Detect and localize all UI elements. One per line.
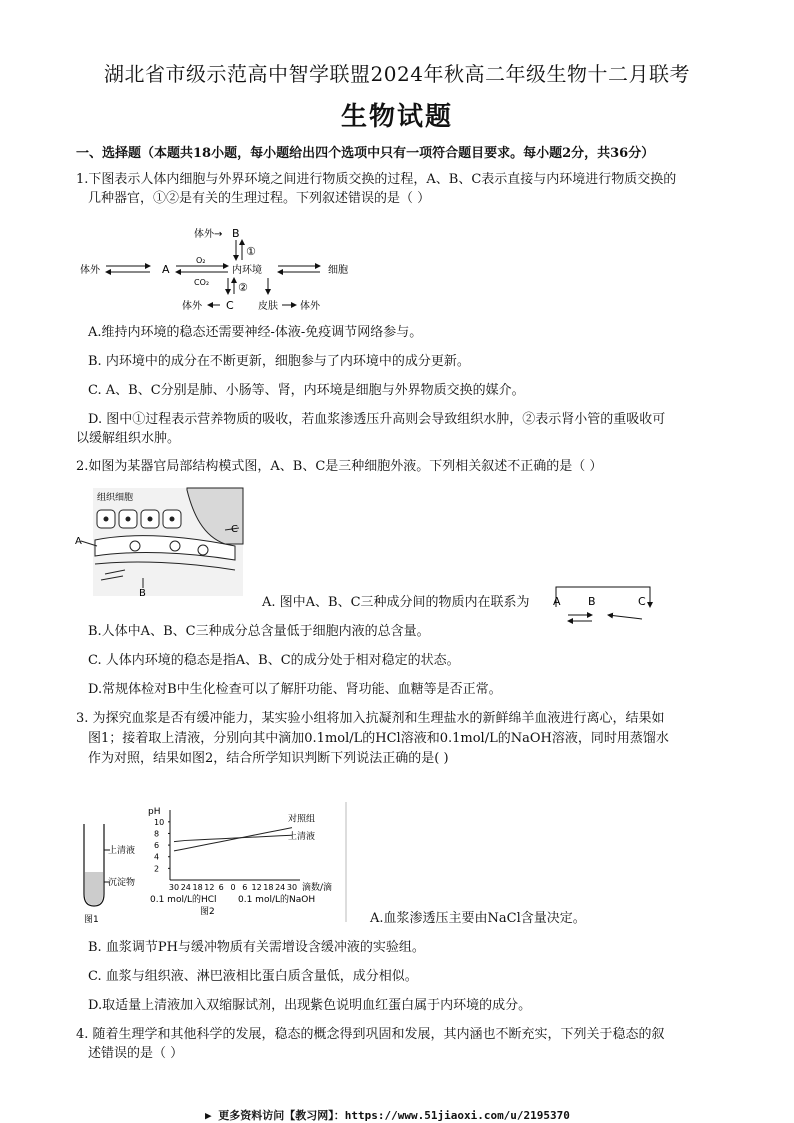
q2-organ-diagram [75, 484, 245, 600]
q1-label-o2: O₂ [196, 256, 206, 265]
q2-option-a: A. 图中A、B、C三种成分间的物质内在联系为 [262, 595, 530, 610]
chart-caption: 图2 [200, 907, 215, 917]
q2-relation-diagram [552, 585, 662, 629]
q2-rel-b: B [588, 595, 596, 608]
q3-fig2-chart [146, 802, 352, 924]
q2-label-b: B [139, 588, 146, 599]
q1-label-circ1: ① [246, 245, 256, 258]
q2-option-c: C. 人体内环境的稳态是指A、B、C的成分处于相对稳定的状态。 [88, 653, 460, 668]
chart-x-group-naoh: 0.1 mol/L的NaOH [238, 895, 316, 905]
q3-fig1-supernatant: 上清液 [108, 846, 136, 856]
q2-option-b: B.人体中A、B、C三种成分总含量低于细胞内液的总含量。 [88, 624, 430, 639]
exam-title: 湖北省市级示范高中智学联盟2024年秋高二年级生物十二月联考 [104, 62, 690, 86]
chart-legend-label-1: 上清液 [288, 832, 316, 843]
q1-stem-line1: 1.下图表示人体内细胞与外界环境之间进行物质交换的过程，A、B、C表示直接与内环境进行物质交换的 [76, 172, 677, 187]
chart-ylabel: pH [148, 807, 161, 817]
q3-fig1-caption: 图1 [84, 915, 99, 924]
q4-stem-line2: 述错误的是（ ） [88, 1046, 184, 1061]
q1-label-outside-left: 体外 [80, 265, 100, 276]
chart-series-line-1 [174, 835, 292, 841]
chart-xtick-label: 12 [204, 883, 215, 892]
q1-option-a: A.维持内环境的稳态还需要神经-体液-免疫调节网络参与。 [88, 325, 423, 340]
chart-xtick-label: 18 [192, 883, 203, 892]
q1-option-d-line2: 以缓解组织水肿。 [76, 431, 181, 446]
q3-fig1-tube [78, 820, 144, 924]
q1-label-circ2: ② [238, 281, 248, 294]
q3-option-d: D.取适量上清液加入双缩脲试剂，出现紫色说明血红蛋白属于内环境的成分。 [88, 998, 532, 1013]
q1-label-outside-top: 体外→ [194, 229, 223, 240]
q1-label-co2: CO₂ [194, 278, 210, 287]
q1-label-inner: 内环境 [232, 265, 262, 276]
q3-stem-line2: 图1；接着取上清液，分别向其中滴加0.1mol/L的HCl溶液和0.1mol/L的NaOH溶液，同时用蒸馏水 [88, 731, 669, 746]
q1-option-d-line1: D. 图中①过程表示营养物质的吸收，若血浆渗透压升高则会导致组织水肿，②表示肾小管的重吸收可 [88, 412, 666, 427]
chart-xtick-label: 0 [230, 883, 236, 892]
section-heading: 一、选择题（本题共18小题，每小题给出四个选项中只有一项符合题目要求。每小题2分，共36分） [76, 146, 655, 161]
q2-option-d: D.常规体检对B中生化检查可以了解肝功能、肾功能、血糖等是否正常。 [88, 682, 502, 697]
chart-xtick-label: 24 [180, 883, 191, 892]
chart-ytick-label: 10 [154, 817, 165, 827]
q2-label-tissue: 组织细胞 [97, 493, 134, 503]
chart-xtick-label: 30 [286, 883, 298, 892]
q2-rel-c: C [638, 595, 646, 608]
q1-label-b: B [232, 227, 240, 240]
chart-xtick-label: 6 [242, 883, 248, 892]
q1-option-c: C. A、B、C分别是肺、小肠等、肾，内环境是细胞与外界物质交换的媒介。 [88, 383, 525, 398]
q3-fig1-precipitate: 沉淀物 [108, 878, 136, 888]
q3-option-b: B. 血浆调节PH与缓冲物质有关需增设含缓冲液的实验组。 [88, 940, 425, 955]
chart-xlabel: 滴数/滴 [302, 883, 333, 893]
exam-subtitle: 生物试题 [340, 102, 453, 132]
chart-ytick-label: 2 [154, 864, 160, 874]
q4-stem-line1: 4. 随着生理学和其他科学的发展，稳态的概念得到巩固和发展，其内涵也不断充实，下列关于稳态的叙 [76, 1027, 665, 1042]
chart-x-group-hcl: 0.1 mol/L的HCl [150, 895, 217, 905]
chart-legend-label-0: 对照组 [288, 814, 316, 825]
q3-stem-line1: 3. 为探究血浆是否有缓冲能力，某实验小组将加入抗凝剂和生理盐水的新鲜绵羊血液进行离心，结果如 [76, 711, 665, 726]
chart-xtick-label: 30 [168, 883, 180, 892]
q2-label-c: C [231, 524, 238, 535]
q1-label-outside-bl: 体外 [182, 301, 202, 312]
q2-label-a: A [75, 536, 82, 547]
footer-link[interactable]: ▶ 更多资料访问【教习网】：https://www.51jiaoxi.com/u/2195370 [205, 1109, 570, 1122]
q3-option-c: C. 血浆与组织液、淋巴液相比蛋白质含量低，成分相似。 [88, 969, 418, 984]
chart-xtick-label: 12 [251, 883, 262, 892]
chart-ytick-label: 6 [154, 841, 160, 851]
chart-ytick-label: 8 [154, 829, 160, 839]
chart-series-line-0 [174, 828, 292, 851]
q3-stem-line3: 作为对照，结果如图2，结合所学知识判断下列说法正确的是( ) [88, 751, 449, 766]
chart-xtick-label: 6 [218, 883, 224, 892]
q1-label-a: A [162, 263, 170, 276]
q1-label-skin: 皮肤 [258, 301, 278, 312]
q1-label-cell: 细胞 [328, 265, 348, 276]
chart-ytick-label: 4 [154, 852, 160, 862]
chart-xtick-label: 18 [263, 883, 274, 892]
q2-stem: 2.如图为某器官局部结构模式图，A、B、C是三种细胞外液。下列相关叙述不正确的是（ ） [76, 459, 603, 474]
chart-xtick-label: 24 [275, 883, 286, 892]
q1-label-outside-br: 体外 [300, 301, 320, 312]
q1-exchange-diagram [70, 218, 370, 318]
q3-option-a: A.血浆渗透压主要由NaCl含量决定。 [370, 911, 586, 926]
q1-stem-line2: 几种器官，①②是有关的生理过程。下列叙述错误的是（ ） [88, 191, 431, 206]
q2-rel-a: A [553, 595, 561, 608]
q1-option-b: B. 内环境中的成分在不断更新，细胞参与了内环境中的成分更新。 [88, 354, 470, 369]
q1-label-c: C [226, 299, 234, 312]
